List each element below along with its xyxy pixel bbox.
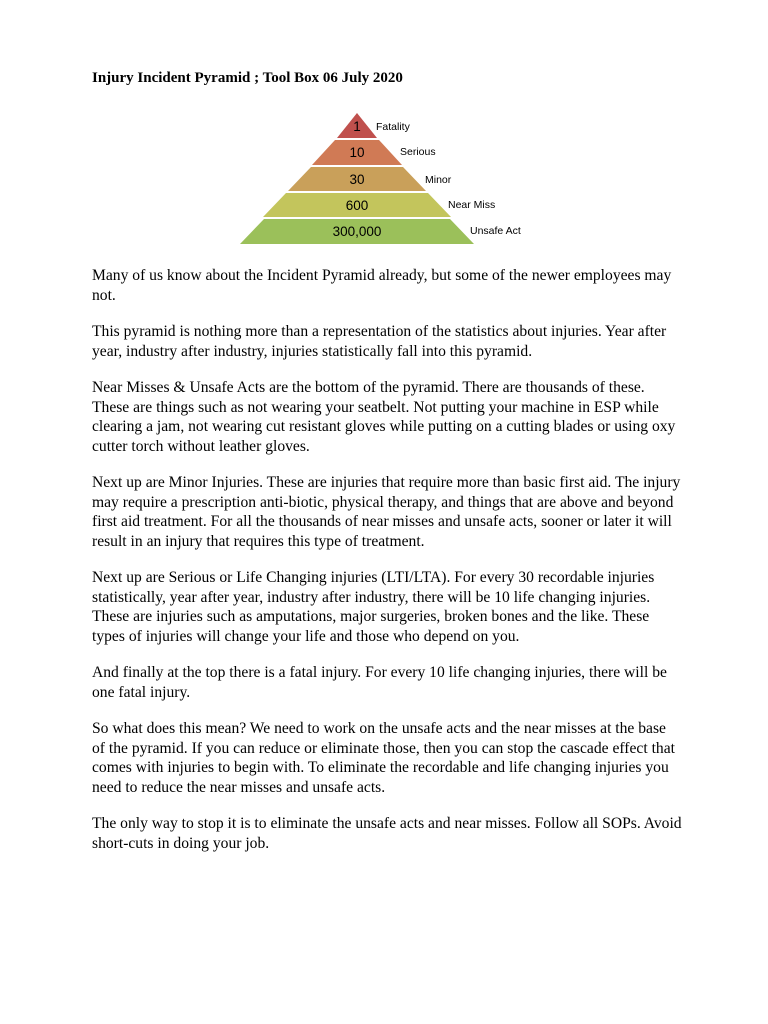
tier-value-near-miss: 600 (345, 198, 369, 213)
tier-label-minor: Minor (425, 174, 452, 186)
paragraph: Next up are Serious or Life Changing injuries (LTI/LTA). For every 30 recordable injuries statistically, year after year, industry after industry, there will be 10 life changing injuries. These are injuries such as amputations, major surgeries, broken bones and the like. These types of injuries will change your life and those who depend on you. (92, 569, 655, 645)
paragraph: Next up are Minor Injuries. These are injuries that require more than basic first aid. The injury may require a prescription anti-biotic, physical therapy, and things that are above and beyond first aid treatment. For all the thousands of near misses and unsafe acts, sooner or later it will result in an injury that requires this type of treatment. (92, 474, 681, 550)
tier-label-unsafe-act: Unsafe Act (470, 225, 521, 237)
paragraph: This pyramid is nothing more than a representation of the statistics about injuries. Year after year, industry after industry, injuries statistically fall into this pyramid. (92, 323, 667, 360)
tier-value-fatality: 1 (353, 119, 361, 134)
tier-label-serious: Serious (400, 146, 436, 158)
tier-value-unsafe-act: 300,000 (332, 224, 382, 239)
paragraph: Many of us know about the Incident Pyramid already, but some of the newer employees may not. (92, 267, 672, 304)
incident-pyramid (0, 0, 768, 260)
paragraph: And finally at the top there is a fatal injury. For every 10 life changing injuries, there will be one fatal injury. (92, 664, 667, 701)
paragraph: The only way to stop it is to eliminate the unsafe acts and near misses. Follow all SOPs. Avoid short-cuts in doing your job. (92, 815, 682, 852)
document-title: Injury Incident Pyramid ; Tool Box 06 July 2020 (92, 70, 403, 86)
tier-value-serious: 10 (349, 145, 365, 160)
tier-label-near-miss: Near Miss (448, 199, 496, 211)
document-body (92, 266, 682, 870)
tier-value-minor: 30 (349, 172, 365, 187)
paragraph: Near Misses & Unsafe Acts are the bottom of the pyramid. There are thousands of these. These are things such as not wearing your seatbelt. Not putting your machine in ESP while clearing a jam, not wearing cut resistant gloves while putting on a cutting blades or using oxy cutter torch without leather gloves. (92, 379, 676, 455)
paragraph: So what does this mean? We need to work on the unsafe acts and the near misses at the base of the pyramid. If you can reduce or eliminate those, then you can stop the cascade effect that comes with injuries to begin with. To eliminate the recordable and life changing injuries you need to reduce the near misses and unsafe acts. (92, 720, 675, 796)
tier-label-fatality: Fatality (376, 121, 410, 133)
